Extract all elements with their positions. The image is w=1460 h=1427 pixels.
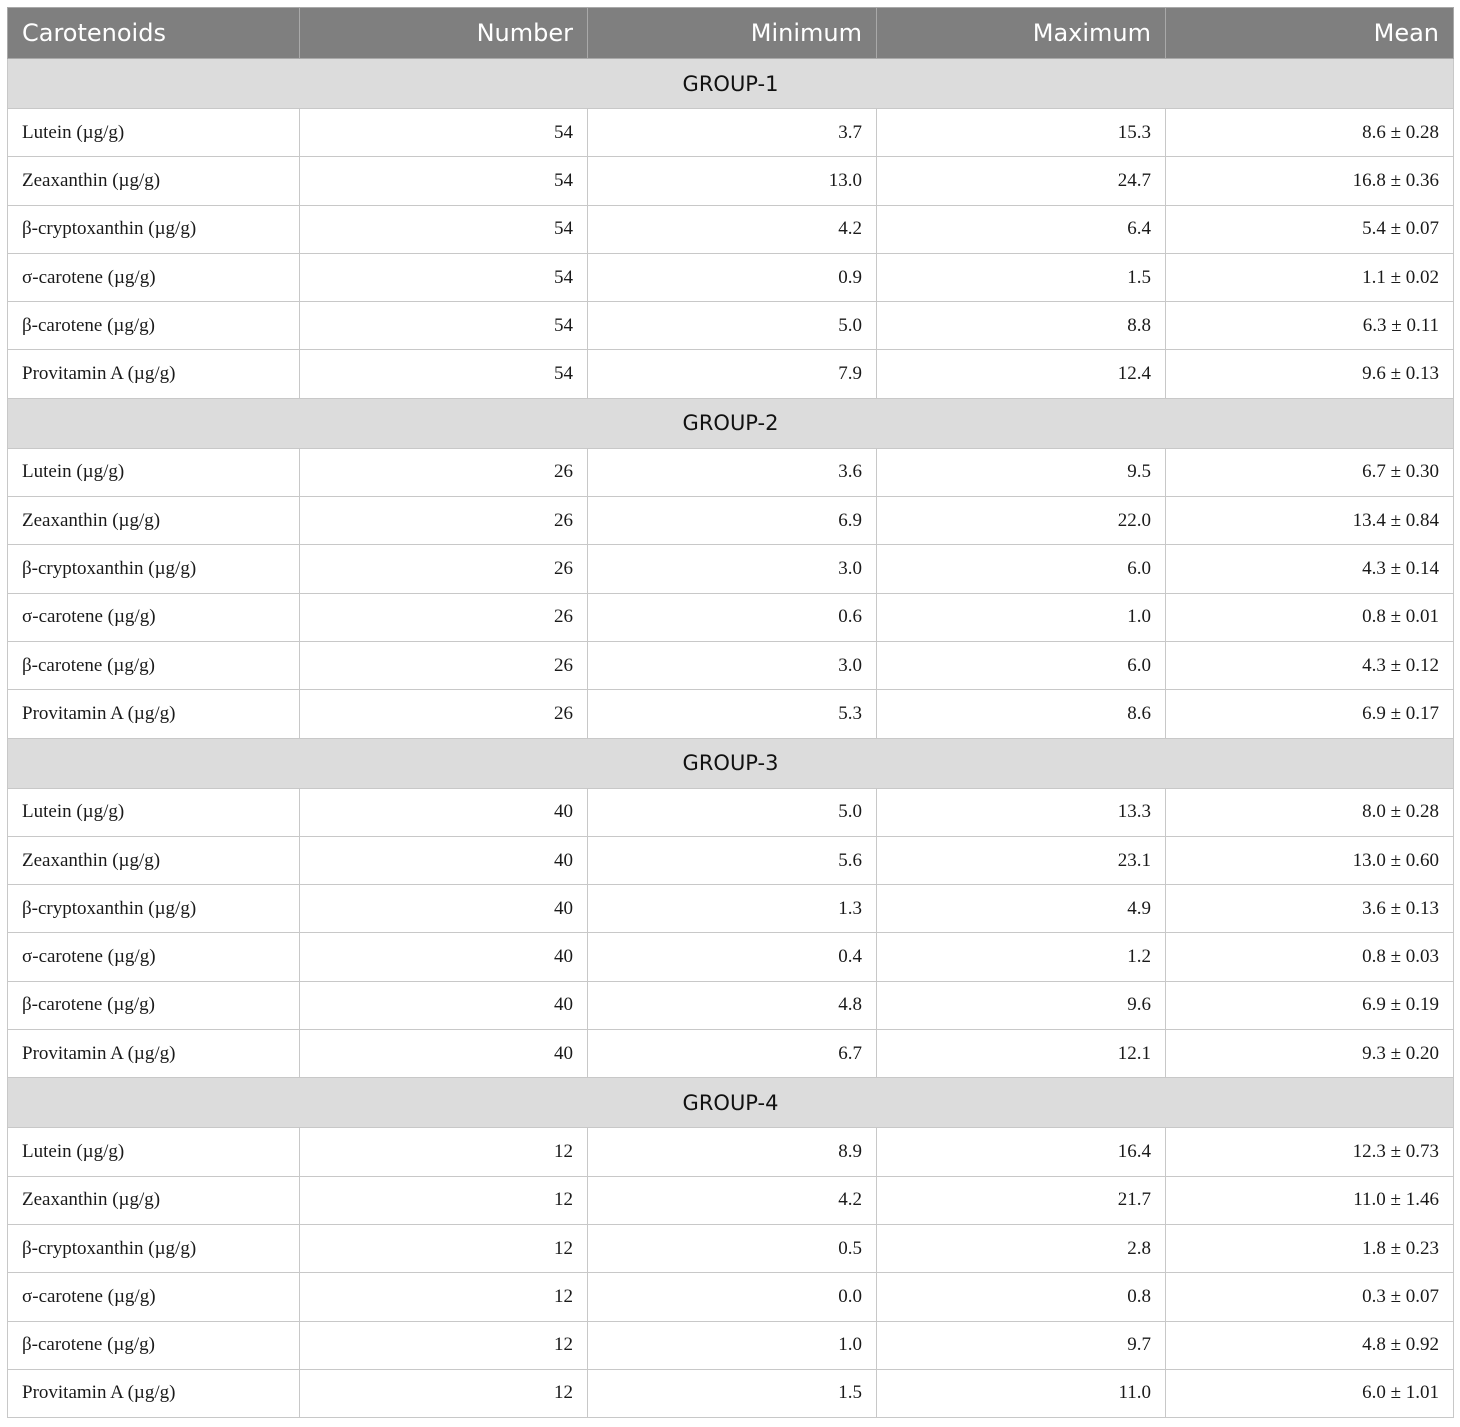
- carotenoid-name-cell: Lutein (µg/g): [8, 109, 300, 157]
- minimum-cell: 3.6: [588, 448, 877, 496]
- maximum-cell: 24.7: [877, 157, 1166, 205]
- maximum-cell: 13.3: [877, 788, 1166, 836]
- number-cell: 40: [300, 981, 588, 1029]
- mean-cell: 12.3 ± 0.73: [1166, 1128, 1454, 1176]
- carotenoid-name-cell: Lutein (µg/g): [8, 1128, 300, 1176]
- minimum-cell: 5.0: [588, 302, 877, 350]
- minimum-cell: 4.8: [588, 981, 877, 1029]
- number-cell: 12: [300, 1369, 588, 1417]
- table-row: [8, 302, 1454, 350]
- number-cell: 26: [300, 641, 588, 689]
- maximum-cell: 6.0: [877, 545, 1166, 593]
- carotenoid-name-cell: β-cryptoxanthin (µg/g): [8, 205, 300, 253]
- table-row: [8, 109, 1454, 157]
- minimum-cell: 4.2: [588, 205, 877, 253]
- maximum-cell: 11.0: [877, 1369, 1166, 1417]
- number-cell: 12: [300, 1128, 588, 1176]
- mean-cell: 13.4 ± 0.84: [1166, 497, 1454, 545]
- carotenoid-name-cell: Provitamin A (µg/g): [8, 350, 300, 398]
- number-cell: 12: [300, 1176, 588, 1224]
- minimum-cell: 0.4: [588, 933, 877, 981]
- minimum-cell: 7.9: [588, 350, 877, 398]
- mean-cell: 9.6 ± 0.13: [1166, 350, 1454, 398]
- maximum-cell: 9.6: [877, 981, 1166, 1029]
- header-mean: Mean: [1166, 8, 1454, 59]
- table-row: [8, 1321, 1454, 1369]
- carotenoid-name-cell: β-carotene (µg/g): [8, 1321, 300, 1369]
- table-row: [8, 933, 1454, 981]
- group-label: GROUP-1: [8, 59, 1454, 109]
- table-row: [8, 981, 1454, 1029]
- maximum-cell: 8.6: [877, 690, 1166, 738]
- number-cell: 40: [300, 933, 588, 981]
- number-cell: 26: [300, 690, 588, 738]
- carotenoid-name-cell: Zeaxanthin (µg/g): [8, 1176, 300, 1224]
- maximum-cell: 15.3: [877, 109, 1166, 157]
- carotenoid-name-cell: σ-carotene (µg/g): [8, 933, 300, 981]
- mean-cell: 0.8 ± 0.01: [1166, 593, 1454, 641]
- mean-cell: 6.9 ± 0.19: [1166, 981, 1454, 1029]
- table-row: [8, 836, 1454, 884]
- carotenoid-name-cell: β-carotene (µg/g): [8, 981, 300, 1029]
- group-label: GROUP-4: [8, 1078, 1454, 1128]
- number-cell: 54: [300, 109, 588, 157]
- maximum-cell: 2.8: [877, 1224, 1166, 1272]
- carotenoids-table: [7, 7, 1454, 1418]
- header-carotenoids: Carotenoids: [8, 8, 300, 59]
- table-row: [8, 1128, 1454, 1176]
- minimum-cell: 5.0: [588, 788, 877, 836]
- mean-cell: 6.3 ± 0.11: [1166, 302, 1454, 350]
- table-row: [8, 641, 1454, 689]
- number-cell: 40: [300, 836, 588, 884]
- carotenoid-name-cell: β-carotene (µg/g): [8, 641, 300, 689]
- minimum-cell: 6.7: [588, 1030, 877, 1078]
- maximum-cell: 12.1: [877, 1030, 1166, 1078]
- maximum-cell: 12.4: [877, 350, 1166, 398]
- group-header-row: [8, 398, 1454, 448]
- maximum-cell: 0.8: [877, 1273, 1166, 1321]
- minimum-cell: 1.3: [588, 885, 877, 933]
- maximum-cell: 23.1: [877, 836, 1166, 884]
- number-cell: 26: [300, 545, 588, 593]
- mean-cell: 0.8 ± 0.03: [1166, 933, 1454, 981]
- minimum-cell: 13.0: [588, 157, 877, 205]
- carotenoid-name-cell: Lutein (µg/g): [8, 788, 300, 836]
- carotenoid-name-cell: Provitamin A (µg/g): [8, 1369, 300, 1417]
- mean-cell: 8.6 ± 0.28: [1166, 109, 1454, 157]
- mean-cell: 6.7 ± 0.30: [1166, 448, 1454, 496]
- minimum-cell: 3.0: [588, 641, 877, 689]
- mean-cell: 9.3 ± 0.20: [1166, 1030, 1454, 1078]
- minimum-cell: 4.2: [588, 1176, 877, 1224]
- number-cell: 54: [300, 302, 588, 350]
- number-cell: 12: [300, 1321, 588, 1369]
- mean-cell: 1.8 ± 0.23: [1166, 1224, 1454, 1272]
- table-row: [8, 205, 1454, 253]
- carotenoid-name-cell: σ-carotene (µg/g): [8, 253, 300, 301]
- mean-cell: 6.9 ± 0.17: [1166, 690, 1454, 738]
- table-row: [8, 253, 1454, 301]
- minimum-cell: 8.9: [588, 1128, 877, 1176]
- number-cell: 12: [300, 1273, 588, 1321]
- mean-cell: 6.0 ± 1.01: [1166, 1369, 1454, 1417]
- table-row: [8, 350, 1454, 398]
- group-header-row: [8, 59, 1454, 109]
- number-cell: 26: [300, 593, 588, 641]
- number-cell: 54: [300, 205, 588, 253]
- mean-cell: 4.3 ± 0.14: [1166, 545, 1454, 593]
- header-row: [8, 8, 1454, 59]
- group-header-row: [8, 1078, 1454, 1128]
- table-row: [8, 157, 1454, 205]
- minimum-cell: 5.6: [588, 836, 877, 884]
- mean-cell: 1.1 ± 0.02: [1166, 253, 1454, 301]
- table-row: [8, 593, 1454, 641]
- number-cell: 26: [300, 448, 588, 496]
- group-label: GROUP-3: [8, 738, 1454, 788]
- mean-cell: 4.8 ± 0.92: [1166, 1321, 1454, 1369]
- table-row: [8, 1369, 1454, 1417]
- minimum-cell: 6.9: [588, 497, 877, 545]
- maximum-cell: 22.0: [877, 497, 1166, 545]
- table-row: [8, 885, 1454, 933]
- number-cell: 54: [300, 350, 588, 398]
- mean-cell: 4.3 ± 0.12: [1166, 641, 1454, 689]
- number-cell: 40: [300, 788, 588, 836]
- mean-cell: 8.0 ± 0.28: [1166, 788, 1454, 836]
- maximum-cell: 21.7: [877, 1176, 1166, 1224]
- table-row: [8, 788, 1454, 836]
- table-row: [8, 690, 1454, 738]
- maximum-cell: 6.0: [877, 641, 1166, 689]
- number-cell: 26: [300, 497, 588, 545]
- carotenoid-name-cell: σ-carotene (µg/g): [8, 1273, 300, 1321]
- number-cell: 40: [300, 1030, 588, 1078]
- carotenoid-name-cell: Provitamin A (µg/g): [8, 690, 300, 738]
- number-cell: 12: [300, 1224, 588, 1272]
- mean-cell: 16.8 ± 0.36: [1166, 157, 1454, 205]
- carotenoid-name-cell: Provitamin A (µg/g): [8, 1030, 300, 1078]
- number-cell: 54: [300, 157, 588, 205]
- carotenoid-name-cell: Zeaxanthin (µg/g): [8, 157, 300, 205]
- table-row: [8, 448, 1454, 496]
- carotenoid-name-cell: β-cryptoxanthin (µg/g): [8, 885, 300, 933]
- maximum-cell: 1.2: [877, 933, 1166, 981]
- minimum-cell: 1.5: [588, 1369, 877, 1417]
- header-minimum: Minimum: [588, 8, 877, 59]
- minimum-cell: 5.3: [588, 690, 877, 738]
- carotenoid-name-cell: σ-carotene (µg/g): [8, 593, 300, 641]
- maximum-cell: 16.4: [877, 1128, 1166, 1176]
- maximum-cell: 1.5: [877, 253, 1166, 301]
- maximum-cell: 4.9: [877, 885, 1166, 933]
- header-maximum: Maximum: [877, 8, 1166, 59]
- maximum-cell: 9.5: [877, 448, 1166, 496]
- number-cell: 40: [300, 885, 588, 933]
- mean-cell: 5.4 ± 0.07: [1166, 205, 1454, 253]
- group-label: GROUP-2: [8, 398, 1454, 448]
- table-row: [8, 1176, 1454, 1224]
- maximum-cell: 9.7: [877, 1321, 1166, 1369]
- minimum-cell: 1.0: [588, 1321, 877, 1369]
- carotenoid-name-cell: β-carotene (µg/g): [8, 302, 300, 350]
- minimum-cell: 3.0: [588, 545, 877, 593]
- carotenoid-name-cell: β-cryptoxanthin (µg/g): [8, 1224, 300, 1272]
- carotenoid-name-cell: β-cryptoxanthin (µg/g): [8, 545, 300, 593]
- number-cell: 54: [300, 253, 588, 301]
- carotenoid-name-cell: Zeaxanthin (µg/g): [8, 836, 300, 884]
- header-number: Number: [300, 8, 588, 59]
- minimum-cell: 0.0: [588, 1273, 877, 1321]
- minimum-cell: 3.7: [588, 109, 877, 157]
- carotenoid-name-cell: Zeaxanthin (µg/g): [8, 497, 300, 545]
- minimum-cell: 0.5: [588, 1224, 877, 1272]
- table-header: [8, 8, 1454, 59]
- maximum-cell: 6.4: [877, 205, 1166, 253]
- table-row: [8, 1273, 1454, 1321]
- minimum-cell: 0.6: [588, 593, 877, 641]
- table-row: [8, 1224, 1454, 1272]
- table-body: [8, 59, 1454, 1418]
- carotenoid-name-cell: Lutein (µg/g): [8, 448, 300, 496]
- maximum-cell: 8.8: [877, 302, 1166, 350]
- table-row: [8, 497, 1454, 545]
- table-row: [8, 545, 1454, 593]
- mean-cell: 13.0 ± 0.60: [1166, 836, 1454, 884]
- maximum-cell: 1.0: [877, 593, 1166, 641]
- minimum-cell: 0.9: [588, 253, 877, 301]
- table-row: [8, 1030, 1454, 1078]
- group-header-row: [8, 738, 1454, 788]
- mean-cell: 0.3 ± 0.07: [1166, 1273, 1454, 1321]
- mean-cell: 11.0 ± 1.46: [1166, 1176, 1454, 1224]
- mean-cell: 3.6 ± 0.13: [1166, 885, 1454, 933]
